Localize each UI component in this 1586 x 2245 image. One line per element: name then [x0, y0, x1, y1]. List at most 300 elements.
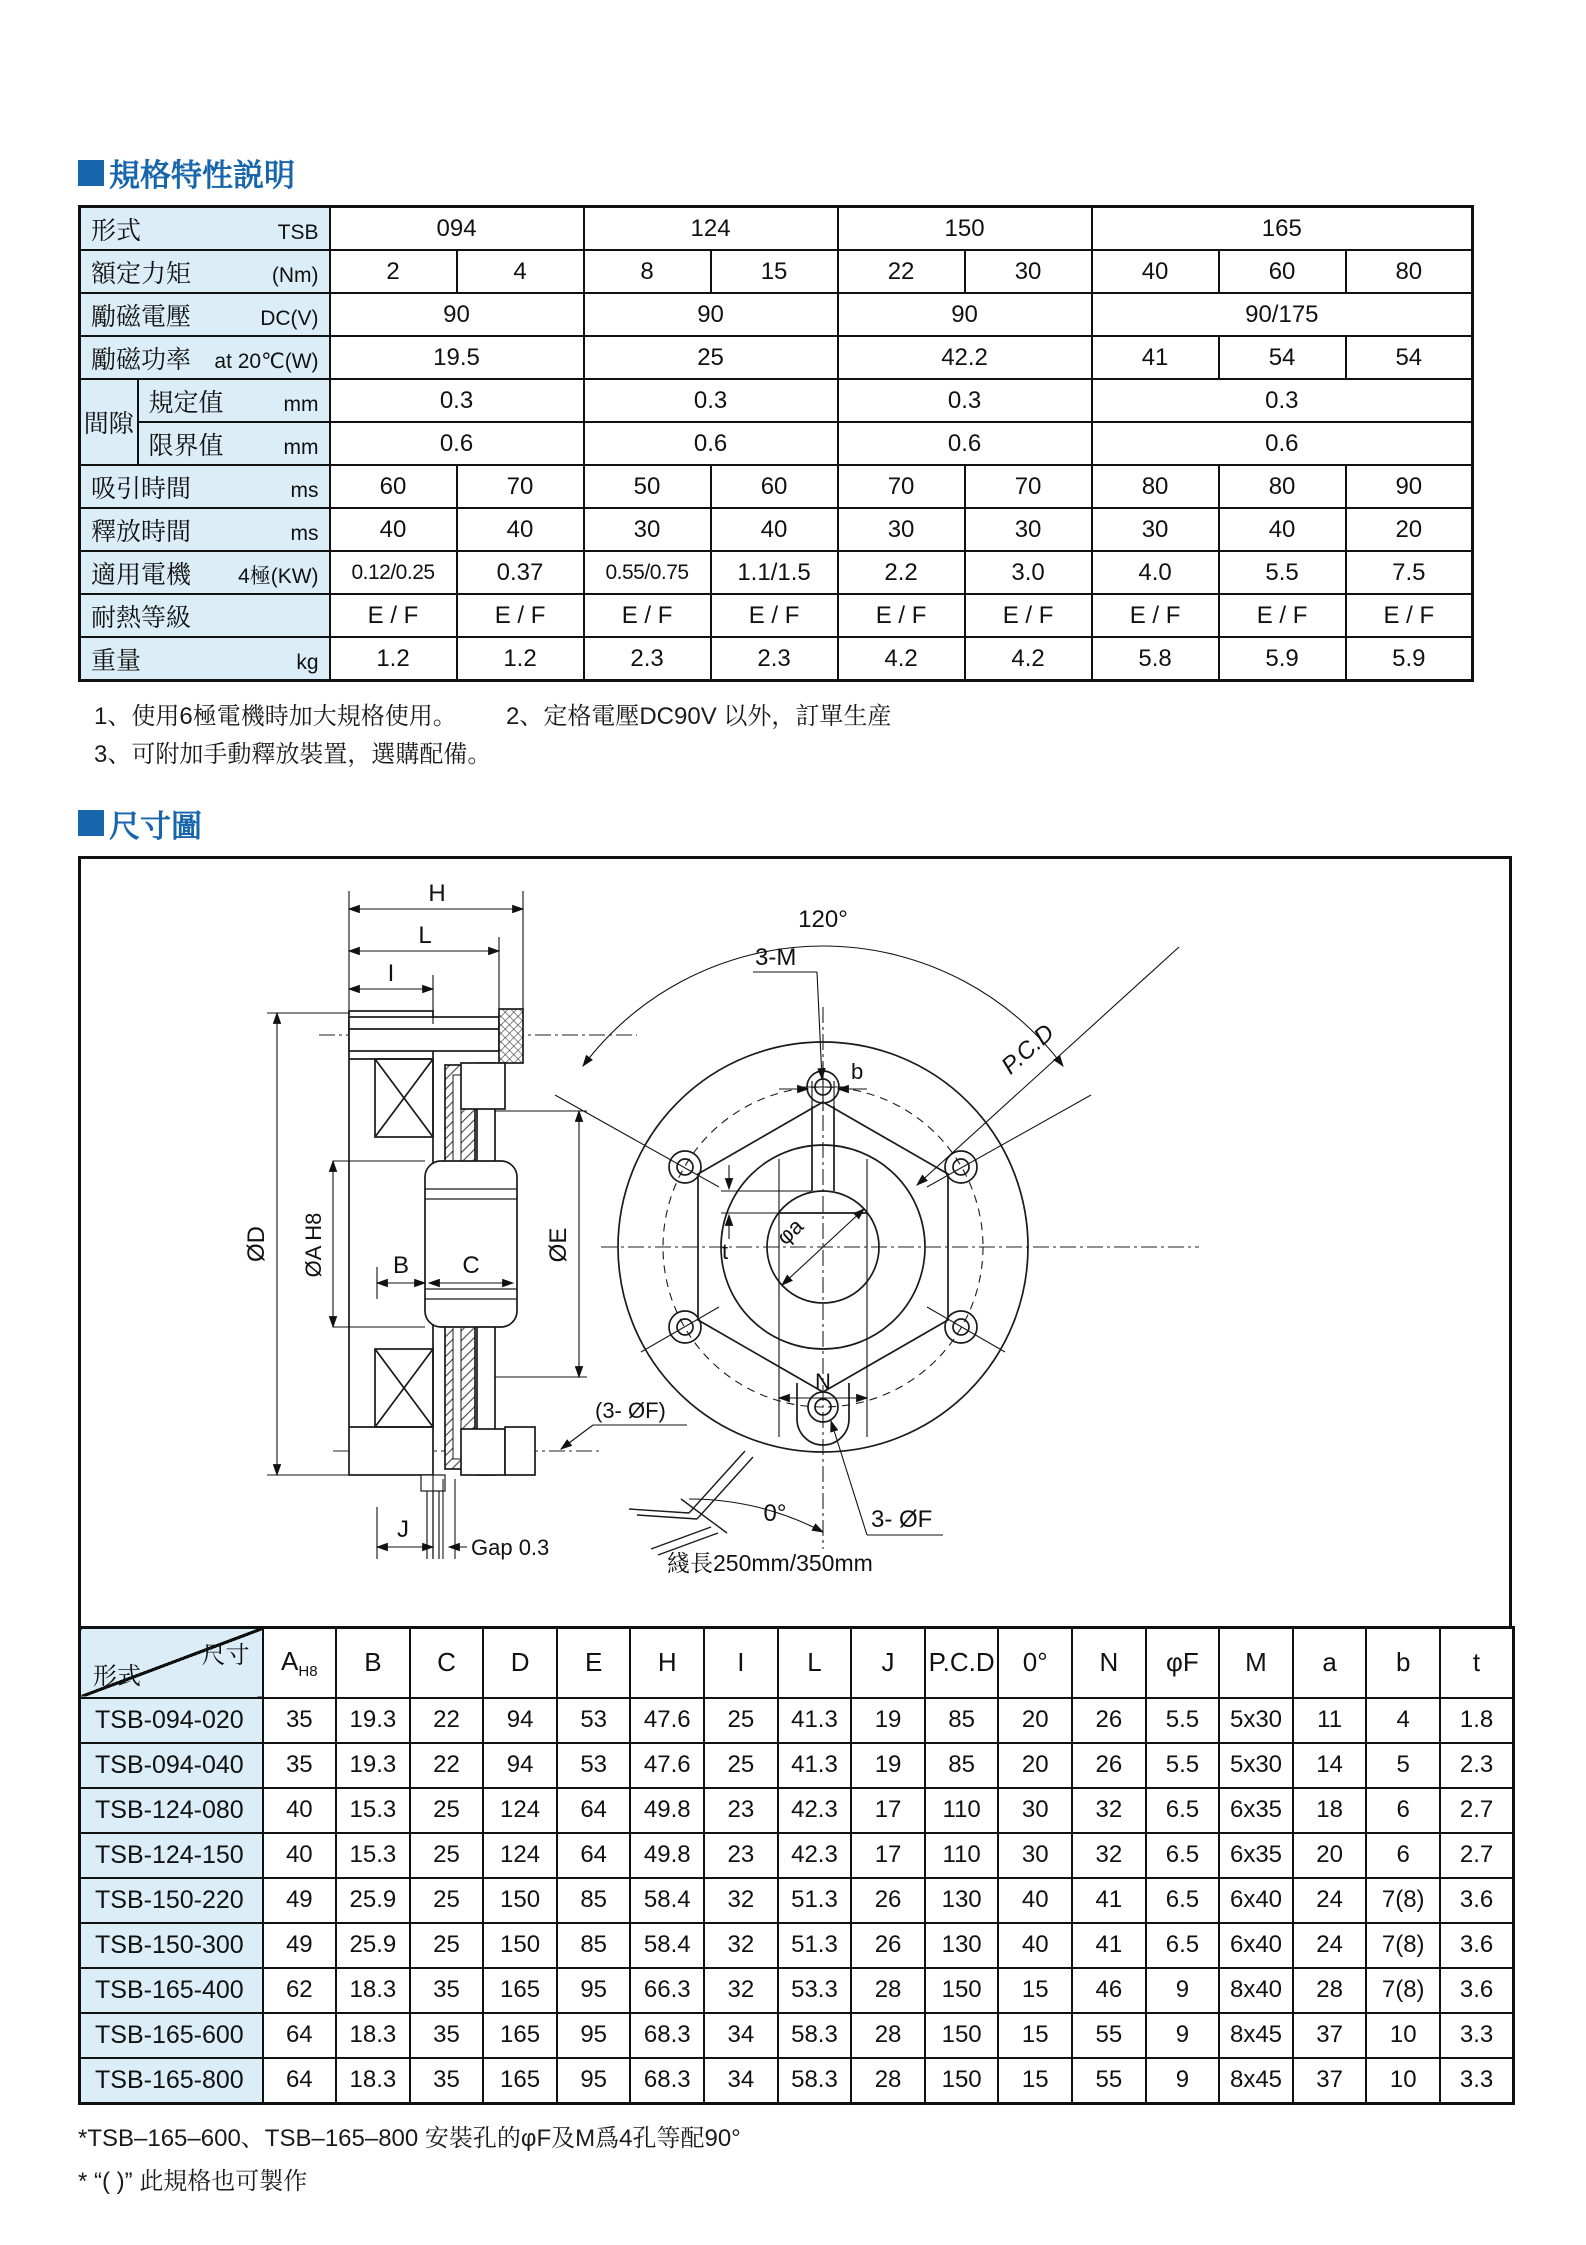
dim-value-cell: 150	[483, 1878, 557, 1923]
dim-label-b: b	[851, 1058, 864, 1084]
dim-table-body	[80, 1698, 1514, 2104]
dim-value-cell: 95	[557, 1968, 631, 2013]
dim-label-0deg: 0°	[763, 1499, 787, 1527]
dim-value-cell: 8x40	[1219, 1968, 1293, 2013]
dim-value-cell: 130	[925, 1923, 999, 1968]
dim-col: L	[778, 1627, 852, 1698]
dim-value-cell: 28	[851, 1968, 925, 2013]
dim-label-N: N	[815, 1368, 831, 1394]
spec-value-cell: 4.0	[1092, 551, 1219, 594]
spec-row	[80, 250, 1473, 293]
spec-value-cell: 0.37	[457, 551, 584, 594]
spec-value-cell: 30	[965, 508, 1092, 551]
dim-value-cell: 150	[925, 2058, 999, 2104]
dim-label-dia-E: ØE	[545, 1227, 572, 1263]
spec-row	[80, 336, 1473, 379]
dim-value-cell: 55	[1072, 2013, 1146, 2058]
spec-row-label	[80, 594, 330, 637]
dim-model-cell: TSB-165-400	[80, 1968, 263, 2013]
dimension-drawing	[78, 856, 1512, 1626]
table-row	[80, 1923, 1514, 1968]
spec-row	[80, 551, 1473, 594]
spec-row	[80, 207, 1473, 251]
spec-value-cell: 1.2	[330, 637, 457, 681]
spec-unit-text: mm	[283, 435, 319, 459]
dim-value-cell: 15	[998, 2013, 1072, 2058]
dim-value-cell: 2.7	[1440, 1788, 1514, 1833]
dim-value-cell: 85	[557, 1878, 631, 1923]
spec-unit-text: ms	[290, 478, 319, 502]
dim-label-dia-a: φa	[771, 1213, 809, 1250]
spec-value-cell: 40	[330, 508, 457, 551]
dim-value-cell: 7(8)	[1366, 1968, 1440, 2013]
spec-label-inner	[91, 469, 319, 505]
spec-value-cell: 0.3	[330, 379, 584, 422]
dim-value-cell: 37	[1293, 2058, 1367, 2104]
dim-value-cell: 20	[998, 1698, 1072, 1743]
dim-label-3F-side: (3- ØF)	[595, 1397, 666, 1423]
spec-row-label	[80, 637, 330, 681]
dim-value-cell: 8x45	[1219, 2013, 1293, 2058]
dim-value-cell: 6	[1366, 1833, 1440, 1878]
dim-value-cell: 18.3	[336, 2058, 410, 2104]
spec-label-inner	[91, 340, 319, 376]
dim-value-cell: 6.5	[1146, 1878, 1220, 1923]
spec-table	[78, 205, 1474, 682]
dim-value-cell: 15.3	[336, 1788, 410, 1833]
dim-value-cell: 4	[1366, 1698, 1440, 1743]
dim-value-cell: 25	[410, 1923, 484, 1968]
dim-value-cell: 25	[704, 1743, 778, 1788]
section-marker-icon	[78, 810, 104, 836]
dim-value-cell: 6.5	[1146, 1923, 1220, 1968]
dim-value-cell: 28	[851, 2013, 925, 2058]
spec-label-inner	[91, 598, 319, 634]
dim-value-cell: 34	[704, 2013, 778, 2058]
dim-value-cell: 58.3	[778, 2013, 852, 2058]
dim-value-cell: 165	[483, 2058, 557, 2104]
dim-value-cell: 18	[1293, 1788, 1367, 1833]
table-row	[80, 2058, 1514, 2104]
dimension-table	[78, 1626, 1515, 2105]
release-knob	[499, 1009, 523, 1063]
dim-value-cell: 26	[1072, 1743, 1146, 1788]
spec-label-text: 限界值	[148, 431, 224, 460]
dim-value-cell: 9	[1146, 2058, 1220, 2104]
spec-value-cell: 8	[584, 250, 711, 293]
dim-col: N	[1072, 1627, 1146, 1698]
dim-value-cell: 165	[483, 1968, 557, 2013]
dim-value-cell: 42.3	[778, 1833, 852, 1878]
section-marker-icon	[78, 160, 104, 186]
dim-value-cell: 23	[704, 1833, 778, 1878]
front-dimensions	[583, 943, 1179, 1535]
dim-value-cell: 68.3	[630, 2058, 704, 2104]
dim-label-120deg: 120°	[798, 905, 848, 933]
dim-value-cell: 34	[704, 2058, 778, 2104]
spec-value-cell: 5.9	[1219, 637, 1346, 681]
dim-value-cell: 40	[263, 1833, 337, 1878]
dim-col: H	[630, 1627, 704, 1698]
spec-value-cell: 50	[584, 465, 711, 508]
dim-col: I	[704, 1627, 778, 1698]
dim-model-cell: TSB-165-800	[80, 2058, 263, 2104]
spec-value-cell: 30	[1092, 508, 1219, 551]
spec-value-cell: 2	[330, 250, 457, 293]
dim-model-cell: TSB-150-220	[80, 1878, 263, 1923]
dim-model-cell: TSB-094-020	[80, 1698, 263, 1743]
spec-value-cell: 0.55/0.75	[584, 551, 711, 594]
spec-table-body	[80, 207, 1473, 681]
dim-value-cell: 94	[483, 1743, 557, 1788]
spec-label-inner	[149, 426, 319, 462]
dim-value-cell: 28	[1293, 1968, 1367, 2013]
dim-value-cell: 25	[410, 1788, 484, 1833]
dim-value-cell: 46	[1072, 1968, 1146, 2013]
dim-model-cell: TSB-124-150	[80, 1833, 263, 1878]
spec-label-text: 規定值	[148, 388, 224, 417]
dim-model-cell: TSB-150-300	[80, 1923, 263, 1968]
spec-value-cell: 80	[1219, 465, 1346, 508]
dim-value-cell: 95	[557, 2013, 631, 2058]
dim-label-PCD: P.C.D	[996, 1018, 1060, 1080]
note-3: 3、可附加手動釋放裝置，選購配備。	[94, 741, 492, 769]
dim-value-cell: 5x30	[1219, 1698, 1293, 1743]
spec-value-cell: 80	[1346, 250, 1473, 293]
section-title-text: 尺寸圖	[109, 808, 202, 844]
dim-value-cell: 8x45	[1219, 2058, 1293, 2104]
dim-label-C: C	[462, 1251, 480, 1279]
spec-row-label	[80, 293, 330, 336]
dim-value-cell: 35	[263, 1698, 337, 1743]
dim-value-cell: 10	[1366, 2013, 1440, 2058]
dim-value-cell: 19.3	[336, 1698, 410, 1743]
dim-label-H: H	[428, 879, 446, 907]
spec-label-inner	[91, 211, 319, 247]
spec-value-cell: 25	[584, 336, 838, 379]
dim-value-cell: 49	[263, 1923, 337, 1968]
dim-value-cell: 11	[1293, 1698, 1367, 1743]
spec-value-cell: 90	[1346, 465, 1473, 508]
dim-label-B: B	[392, 1251, 410, 1279]
spec-value-cell: 70	[965, 465, 1092, 508]
dim-value-cell: 15.3	[336, 1833, 410, 1878]
spec-unit-text: kg	[296, 650, 319, 674]
spec-value-cell: 0.6	[1092, 422, 1473, 465]
spec-label-text: 形式	[91, 216, 142, 245]
spec-label-text: 重量	[91, 646, 142, 675]
dim-value-cell: 2.7	[1440, 1833, 1514, 1878]
spec-value-cell: 2.3	[584, 637, 711, 681]
spec-label-inner	[91, 641, 319, 677]
dim-value-cell: 5.5	[1146, 1743, 1220, 1788]
dim-value-cell: 58.4	[630, 1878, 704, 1923]
spec-label-inner	[91, 297, 319, 333]
section-title-dims	[78, 801, 1512, 846]
spec-value-cell: 1.2	[457, 637, 584, 681]
dim-value-cell: 62	[263, 1968, 337, 2013]
dim-value-cell: 25	[704, 1698, 778, 1743]
dim-value-cell: 30	[998, 1788, 1072, 1833]
spec-row-label	[80, 465, 330, 508]
dim-value-cell: 23	[704, 1788, 778, 1833]
dim-value-cell: 9	[1146, 2013, 1220, 2058]
dim-value-cell: 15	[998, 2058, 1072, 2104]
dim-value-cell: 124	[483, 1833, 557, 1878]
wire-length-label: 綫長250mm/350mm	[667, 1549, 873, 1576]
spec-value-cell: 90/175	[1092, 293, 1473, 336]
spec-value-cell: E / F	[711, 594, 838, 637]
spec-value-cell: E / F	[1346, 594, 1473, 637]
spec-value-cell: 41	[1092, 336, 1219, 379]
dim-value-cell: 32	[704, 1968, 778, 2013]
dim-col: φF	[1146, 1627, 1220, 1698]
technical-drawing-svg	[81, 859, 1509, 1623]
dim-value-cell: 150	[925, 2013, 999, 2058]
spec-value-cell: 54	[1346, 336, 1473, 379]
dim-value-cell: 32	[704, 1878, 778, 1923]
spec-value-cell: 22	[838, 250, 965, 293]
spec-unit-text: DC(V)	[260, 306, 319, 330]
dim-label-3M: 3-M	[755, 943, 797, 971]
dim-label-J: J	[397, 1515, 409, 1543]
dim-value-cell: 53	[557, 1743, 631, 1788]
dim-value-cell: 85	[557, 1923, 631, 1968]
dim-value-cell: 25	[410, 1833, 484, 1878]
dim-value-cell: 3.6	[1440, 1923, 1514, 1968]
dim-value-cell: 6	[1366, 1788, 1440, 1833]
dim-value-cell: 58.3	[778, 2058, 852, 2104]
dim-col: J	[851, 1627, 925, 1698]
dim-value-cell: 95	[557, 2058, 631, 2104]
dim-value-cell: 110	[925, 1788, 999, 1833]
dim-value-cell: 26	[851, 1923, 925, 1968]
dim-value-cell: 32	[1072, 1833, 1146, 1878]
spec-label-inner	[91, 555, 319, 591]
dim-value-cell: 85	[925, 1743, 999, 1788]
spec-unit-text: 4極(KW)	[238, 564, 319, 588]
dim-value-cell: 14	[1293, 1743, 1367, 1788]
dim-col: M	[1219, 1627, 1293, 1698]
spec-value-cell: 0.3	[1092, 379, 1473, 422]
dim-value-cell: 49.8	[630, 1788, 704, 1833]
spec-value-cell: 40	[457, 508, 584, 551]
spec-row-label	[80, 207, 330, 251]
dim-value-cell: 53.3	[778, 1968, 852, 2013]
dim-value-cell: 24	[1293, 1923, 1367, 1968]
dim-value-cell: 25	[410, 1878, 484, 1923]
spec-row	[80, 293, 1473, 336]
lead-wires-front	[629, 1451, 753, 1555]
spec-value-cell: 40	[1219, 508, 1346, 551]
spec-value-cell: 0.3	[584, 379, 838, 422]
spec-value-cell: E / F	[1092, 594, 1219, 637]
spec-value-cell: E / F	[584, 594, 711, 637]
footnote-2: * “( )” 此規格也可製作	[78, 2167, 308, 2195]
flange-tab-bottom	[461, 1429, 505, 1475]
dim-value-cell: 35	[263, 1743, 337, 1788]
spec-row-label	[80, 551, 330, 594]
dim-col: t	[1440, 1627, 1514, 1698]
spec-row	[80, 508, 1473, 551]
dim-value-cell: 35	[410, 2058, 484, 2104]
dim-col: E	[557, 1627, 631, 1698]
dim-value-cell: 6x35	[1219, 1833, 1293, 1878]
spec-value-cell: 2.2	[838, 551, 965, 594]
dim-value-cell: 64	[557, 1833, 631, 1878]
dim-col: D	[483, 1627, 557, 1698]
spec-value-cell: 90	[838, 293, 1092, 336]
table-row	[80, 1788, 1514, 1833]
dim-value-cell: 25.9	[336, 1923, 410, 1968]
shaft	[349, 1017, 499, 1051]
table-row	[80, 2013, 1514, 2058]
dim-value-cell: 24	[1293, 1878, 1367, 1923]
dim-value-cell: 15	[998, 1968, 1072, 2013]
bolt-block	[505, 1427, 535, 1475]
dim-value-cell: 66.3	[630, 1968, 704, 2013]
spec-unit-text: at 20℃(W)	[214, 349, 319, 373]
spec-value-cell: 0.12/0.25	[330, 551, 457, 594]
dim-value-cell: 64	[557, 1788, 631, 1833]
dim-value-cell: 41.3	[778, 1698, 852, 1743]
spec-row-label	[138, 422, 330, 465]
dim-value-cell: 49	[263, 1878, 337, 1923]
dim-value-cell: 124	[483, 1788, 557, 1833]
spec-value-cell: 5.5	[1219, 551, 1346, 594]
dim-value-cell: 40	[998, 1878, 1072, 1923]
dim-value-cell: 49.8	[630, 1833, 704, 1878]
dim-value-cell: 55	[1072, 2058, 1146, 2104]
spec-value-cell: 150	[838, 207, 1092, 251]
spec-value-cell: 20	[1346, 508, 1473, 551]
spec-unit-text: ms	[290, 521, 319, 545]
footnote-1: *TSB–165–600、TSB–165–800 安裝孔的φF及M爲4孔等配90°	[78, 2124, 741, 2152]
table-row	[80, 1968, 1514, 2013]
dim-value-cell: 35	[410, 1968, 484, 2013]
dim-value-cell: 6x35	[1219, 1788, 1293, 1833]
spec-value-cell: 165	[1092, 207, 1473, 251]
spec-value-cell: E / F	[330, 594, 457, 637]
dim-label-dia-D: ØD	[243, 1225, 270, 1262]
dim-col: B	[336, 1627, 410, 1698]
dim-label-3F-front: 3- ØF	[871, 1505, 933, 1533]
dim-value-cell: 18.3	[336, 1968, 410, 2013]
spec-value-cell: 60	[330, 465, 457, 508]
notes	[94, 698, 1512, 775]
dim-label-gap: Gap 0.3	[471, 1534, 550, 1560]
dim-value-cell: 5x30	[1219, 1743, 1293, 1788]
spec-value-cell: 4	[457, 250, 584, 293]
dim-value-cell: 19	[851, 1743, 925, 1788]
dim-value-cell: 94	[483, 1698, 557, 1743]
spec-value-cell: 42.2	[838, 336, 1092, 379]
spec-value-cell: 15	[711, 250, 838, 293]
spec-value-cell: 30	[965, 250, 1092, 293]
dim-value-cell: 110	[925, 1833, 999, 1878]
dim-corner-cell	[80, 1627, 263, 1698]
spec-row	[80, 594, 1473, 637]
spec-value-cell: E / F	[1219, 594, 1346, 637]
dim-value-cell: 41	[1072, 1878, 1146, 1923]
dim-value-cell: 68.3	[630, 2013, 704, 2058]
dim-col: 0°	[998, 1627, 1072, 1698]
spec-value-cell: 30	[838, 508, 965, 551]
footnotes	[78, 2117, 1512, 2203]
note-1: 1、使用6極電機時加大規格使用。	[94, 703, 457, 730]
spec-row-label	[80, 508, 330, 551]
dim-value-cell: 32	[1072, 1788, 1146, 1833]
corner-label-model: 形式	[93, 1662, 141, 1690]
dim-label-dia-A: ØA H8	[301, 1212, 326, 1278]
dim-label-L: L	[418, 921, 432, 949]
spec-row	[80, 379, 1473, 422]
note-2: 2、定格電壓DC90V 以外，訂單生産	[506, 703, 892, 730]
dim-value-cell: 35	[410, 2013, 484, 2058]
dim-value-cell: 150	[483, 1923, 557, 1968]
spec-label-text: 勵磁電壓	[91, 302, 192, 331]
dim-value-cell: 25.9	[336, 1878, 410, 1923]
dim-value-cell: 64	[263, 2058, 337, 2104]
dim-value-cell: 26	[1072, 1698, 1146, 1743]
flange-tab-top	[461, 1063, 505, 1109]
dim-value-cell: 130	[925, 1878, 999, 1923]
section-title-specs	[78, 150, 1512, 195]
spec-value-cell: 2.3	[711, 637, 838, 681]
spec-row	[80, 465, 1473, 508]
spec-value-cell: 80	[1092, 465, 1219, 508]
dim-value-cell: 7(8)	[1366, 1878, 1440, 1923]
dim-value-cell: 3.3	[1440, 2013, 1514, 2058]
spec-label-text: 吸引時間	[91, 474, 192, 503]
col-A-main: A	[281, 1645, 299, 1676]
table-row	[80, 1743, 1514, 1788]
dim-value-cell: 165	[483, 2013, 557, 2058]
spec-label-inner	[91, 512, 319, 548]
spec-value-cell: 5.9	[1346, 637, 1473, 681]
spec-label-inner	[149, 383, 319, 419]
dim-value-cell: 22	[410, 1743, 484, 1788]
spec-value-cell: 70	[457, 465, 584, 508]
spec-label-text: 耐熱等級	[91, 603, 192, 632]
dim-col: a	[1293, 1627, 1367, 1698]
spec-value-cell: 3.0	[965, 551, 1092, 594]
dim-col: C	[410, 1627, 484, 1698]
dim-value-cell: 6.5	[1146, 1833, 1220, 1878]
dim-value-cell: 5.5	[1146, 1698, 1220, 1743]
dim-value-cell: 6x40	[1219, 1923, 1293, 1968]
dim-col: P.C.D	[925, 1627, 999, 1698]
dim-value-cell: 17	[851, 1833, 925, 1878]
dim-value-cell: 3.6	[1440, 1878, 1514, 1923]
table-row	[80, 1698, 1514, 1743]
spec-value-cell: 19.5	[330, 336, 584, 379]
dim-value-cell: 51.3	[778, 1878, 852, 1923]
spec-label-text: 勵磁功率	[91, 345, 192, 374]
corner-label-size: 尺寸	[201, 1641, 250, 1669]
dim-value-cell: 40	[998, 1923, 1072, 1968]
dim-value-cell: 47.6	[630, 1698, 704, 1743]
dim-value-cell: 3.3	[1440, 2058, 1514, 2104]
spec-value-cell: 30	[584, 508, 711, 551]
dim-col-A	[263, 1627, 337, 1698]
spec-row-label	[138, 379, 330, 422]
dim-value-cell: 150	[925, 1968, 999, 2013]
table-row	[80, 1878, 1514, 1923]
dim-value-cell: 64	[263, 2013, 337, 2058]
col-A-sub: H8	[298, 1662, 318, 1680]
spec-value-cell: 0.3	[838, 379, 1092, 422]
